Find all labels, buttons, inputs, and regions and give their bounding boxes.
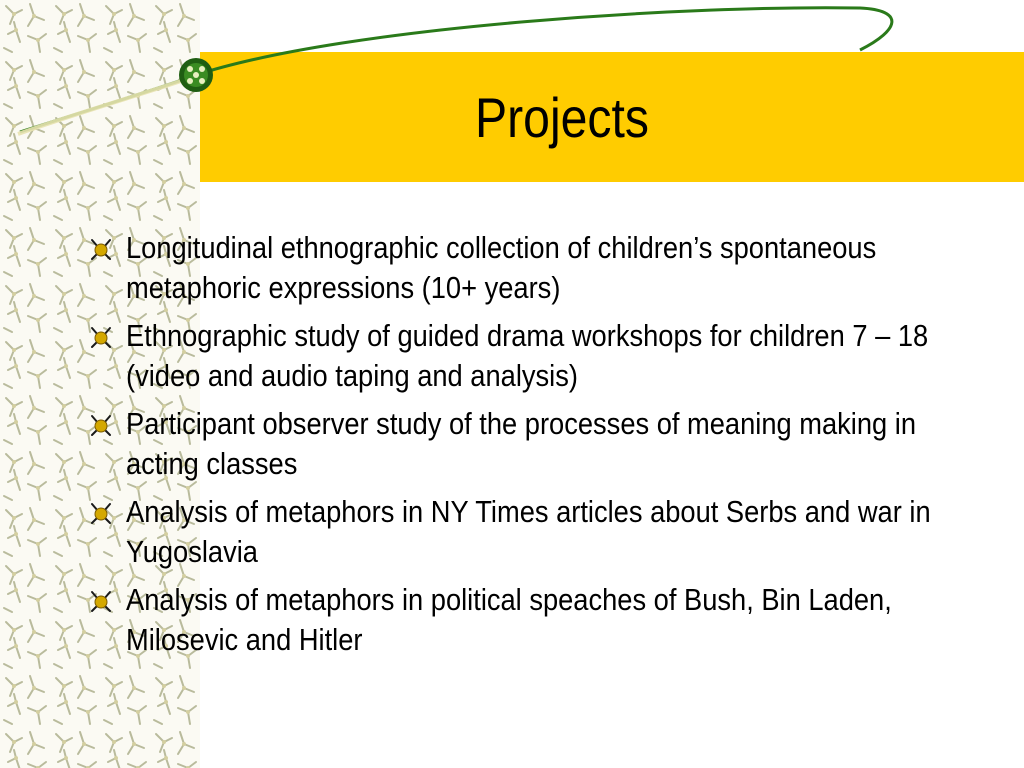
bullet-list	[88, 228, 968, 668]
list-item	[88, 316, 968, 396]
bullet-text: Analysis of metaphors in NY Times articles about Serbs and war in Yugoslavia	[126, 494, 931, 569]
starburst-bullet-icon	[88, 589, 114, 615]
list-item	[88, 404, 968, 484]
starburst-bullet-icon	[88, 413, 114, 439]
list-item	[88, 228, 968, 308]
starburst-bullet-icon	[88, 501, 114, 527]
slide-title: Projects	[475, 86, 649, 149]
list-item	[88, 492, 968, 572]
list-item	[88, 580, 968, 660]
starburst-bullet-icon	[88, 325, 114, 351]
bullet-text: Ethnographic study of guided drama workshops for children 7 – 18 (video and audio taping and analysis)	[126, 318, 929, 393]
bullet-text: Participant observer study of the processes of meaning making in acting classes	[126, 406, 917, 481]
bullet-text: Analysis of metaphors in political speaches of Bush, Bin Laden, Milosevic and Hitler	[126, 582, 892, 657]
bullet-text: Longitudinal ethnographic collection of children’s spontaneous metaphoric expressions (10+ years)	[126, 230, 877, 305]
starburst-bullet-icon	[88, 237, 114, 263]
